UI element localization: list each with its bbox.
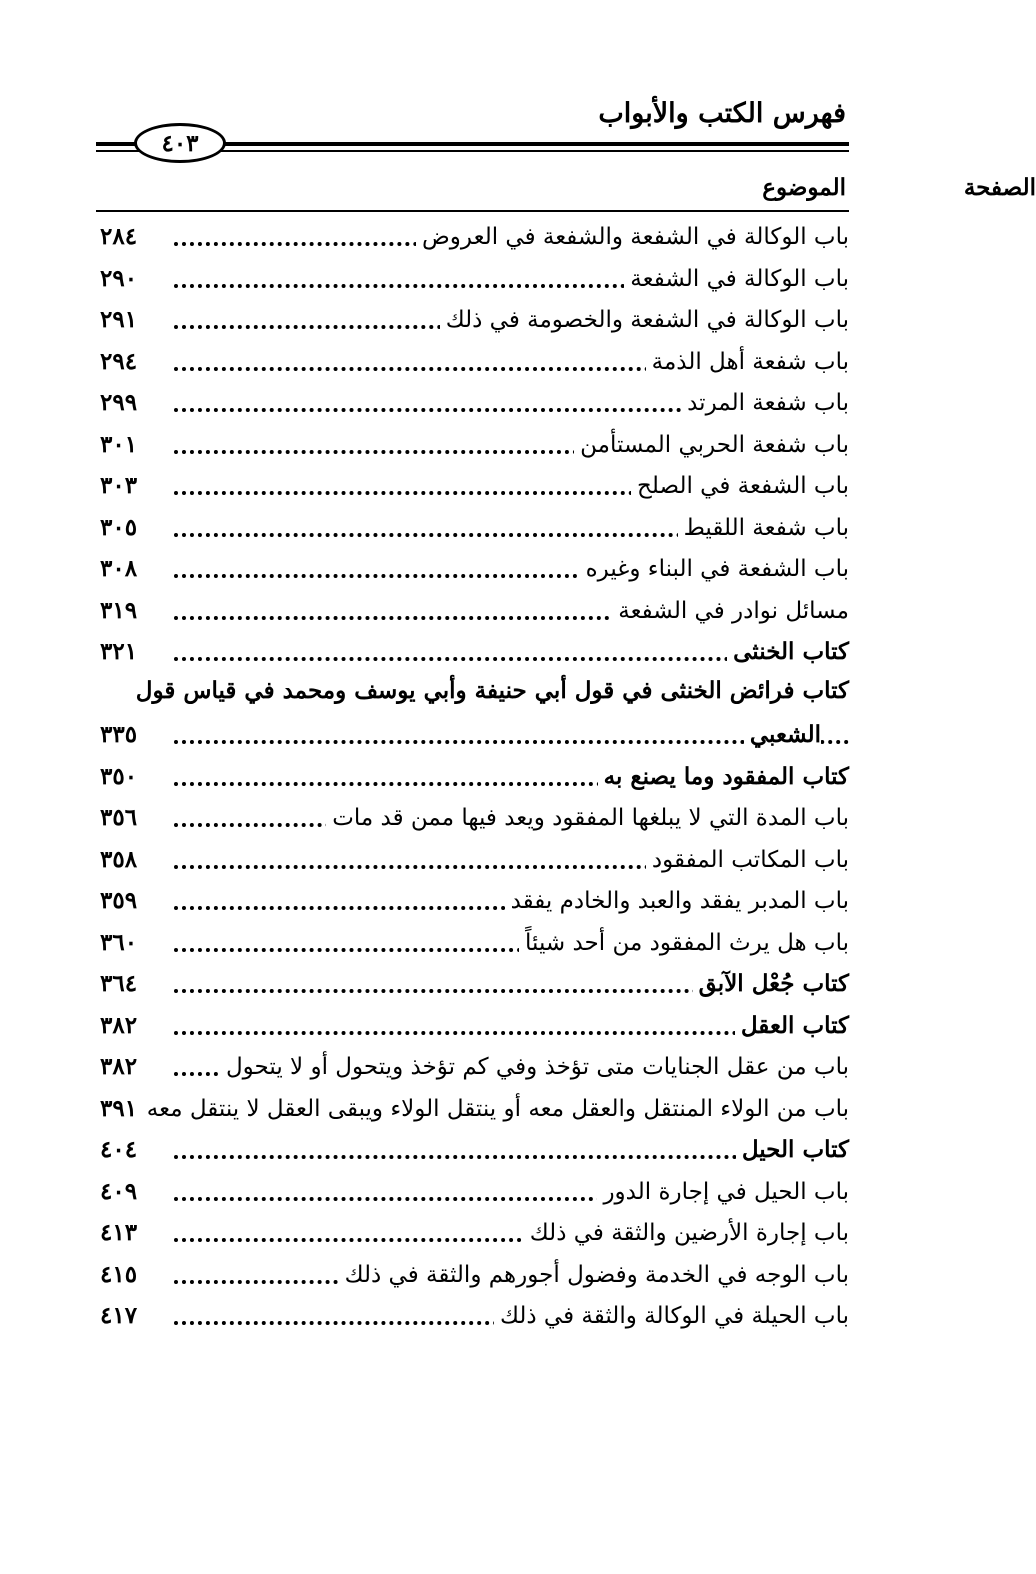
toc-entry-page: ٣٥٦: [100, 804, 138, 831]
toc-entry-title: كتاب الخنثى: [727, 638, 849, 665]
toc-entry-page: ٢٩١: [100, 306, 138, 333]
toc-entry-page: ٢٨٤: [100, 223, 138, 250]
running-title: فهرس الكتب والأبواب: [598, 98, 846, 129]
toc-entry-title: باب المدة التي لا يبلغها المفقود ويعد فيها ممن قد مات: [326, 805, 849, 831]
toc-entry: [96, 963, 849, 1003]
toc-entry: [96, 1129, 849, 1169]
toc-entry: [96, 1171, 849, 1211]
toc-entry: [96, 382, 849, 422]
toc-entry: [96, 1295, 849, 1335]
toc-entry-title: باب من عقل الجنايات متى تؤخذ وفي كم تؤخذ ويتحول أو لا يتحول: [220, 1054, 849, 1080]
toc-entry: [96, 216, 849, 256]
toc-entry: [96, 756, 849, 796]
toc-entry-page: ٣٠١: [100, 430, 138, 458]
toc-entry-title: مسائل نوادر في الشفعة: [612, 598, 849, 624]
toc-entry: [96, 797, 849, 837]
toc-entry: [96, 1254, 849, 1294]
toc-entry-page: ٣٨٢: [100, 1053, 138, 1080]
toc-entry-page: ٤١٥: [100, 1260, 138, 1288]
toc-entry: [96, 341, 849, 381]
toc-entry-page: ٣٠٣: [100, 472, 138, 499]
toc-entry-title: باب من الولاء المنتقل والعقل معه أو ينتقل الولاء ويبقى العقل لا ينتقل معه: [141, 1096, 849, 1122]
toc-entry: [96, 839, 849, 879]
toc-entry-page: ٣٠٨: [100, 555, 138, 582]
toc-entry-page: ٤٠٩: [100, 1177, 138, 1205]
toc-entry: [96, 1088, 849, 1128]
toc-entry-title: الشعبي: [744, 721, 821, 748]
toc-entry-page: ٢٩٩: [100, 389, 138, 416]
page-number-badge: [134, 123, 226, 163]
column-heading-subject: الموضوع: [762, 174, 846, 201]
page-number: ٤٠٣: [161, 129, 199, 157]
toc-entry-title: باب الشفعة في البناء وغيره: [580, 556, 849, 582]
toc-entry-page: ٣٠٥: [100, 513, 138, 541]
toc-entry-page: ٣٣٥: [100, 721, 138, 748]
toc-entry: [96, 1212, 849, 1252]
toc-entry: [96, 507, 849, 547]
toc-entry-title: باب الوكالة في الشفعة: [624, 266, 849, 292]
toc-entry-page: ٣٢١: [100, 638, 138, 665]
toc-entry-page: ٣٥٩: [100, 887, 138, 914]
toc-entry-title: باب الحيلة في الوكالة والثقة في ذلك: [494, 1303, 849, 1329]
toc-entry-title: كتاب العقل: [735, 1012, 849, 1039]
toc-entry-title: باب شفعة الحربي المستأمن: [574, 432, 849, 458]
toc-entry: [96, 590, 849, 630]
toc-entry-title-line1: كتاب فرائض الخنثى في قول أبي حنيفة وأبي يوسف ومحمد في قياس قول: [135, 676, 849, 704]
toc-entry-page: ٤١٧: [100, 1302, 138, 1329]
toc-entry-title: باب شفعة اللقيط: [678, 515, 849, 541]
toc-entry-title: كتاب الحيل: [736, 1136, 849, 1163]
column-heading-rule: [96, 210, 849, 212]
toc-entry-title: باب المدبر يفقد والعبد والخادم يفقد: [505, 888, 849, 914]
toc-entry-title: باب هل يرث المفقود من أحد شيئاً: [519, 930, 849, 956]
toc-entry-page: ٣٨٢: [100, 1011, 138, 1039]
toc-entry-title: باب شفعة أهل الذمة: [646, 349, 849, 375]
toc-entry-page: ٣٦٠: [100, 928, 138, 956]
toc-entry-page: ٢٩٠: [100, 264, 138, 292]
toc-entry: [96, 548, 849, 588]
toc-entry-title: باب الوجه في الخدمة وفضول أجورهم والثقة في ذلك: [339, 1262, 849, 1288]
toc-entry-page: ٣٥٨: [100, 845, 138, 873]
toc-entry: [96, 1005, 849, 1045]
toc-entry: [96, 922, 849, 962]
toc-entry: [96, 424, 849, 464]
toc-entry-page: ٣١٩: [100, 596, 138, 624]
toc-entry-title: باب الوكالة في الشفعة والشفعة في العروض: [416, 224, 849, 250]
toc-entry-page: ٤٠٤: [100, 1136, 138, 1163]
toc-entry-title: باب شفعة المرتد: [681, 390, 849, 416]
toc-entry-title: باب المكاتب المفقود: [646, 847, 849, 873]
toc-entry: [96, 1046, 849, 1086]
column-heading-page: الصفحة: [963, 174, 1036, 201]
toc-entry: [96, 258, 849, 298]
toc-entry: [96, 465, 849, 505]
toc-entry: [96, 676, 849, 754]
toc-entry-title: باب الوكالة في الشفعة والخصومة في ذلك: [440, 307, 849, 333]
toc-entry-page: ٤١٣: [100, 1219, 138, 1246]
toc-entry-page: ٣٥٠: [100, 762, 138, 790]
toc-entry: [96, 631, 849, 671]
toc-entry-page: ٣٦٤: [100, 970, 138, 997]
toc-entry-page: ٢٩٤: [100, 347, 138, 375]
toc-entry: [96, 299, 849, 339]
toc-entry-title: باب الحيل في إجارة الدور: [597, 1179, 849, 1205]
toc-entry-title: كتاب المفقود وما يصنع به: [598, 763, 849, 790]
toc-entry: [96, 880, 849, 920]
toc-entry-title: كتاب جُعْل الآبق: [693, 970, 849, 997]
toc-entry-title: باب إجارة الأرضين والثقة في ذلك: [524, 1220, 849, 1246]
toc-entry-page: ٣٩١: [100, 1094, 138, 1122]
toc-entry-title: باب الشفعة في الصلح: [631, 473, 849, 499]
